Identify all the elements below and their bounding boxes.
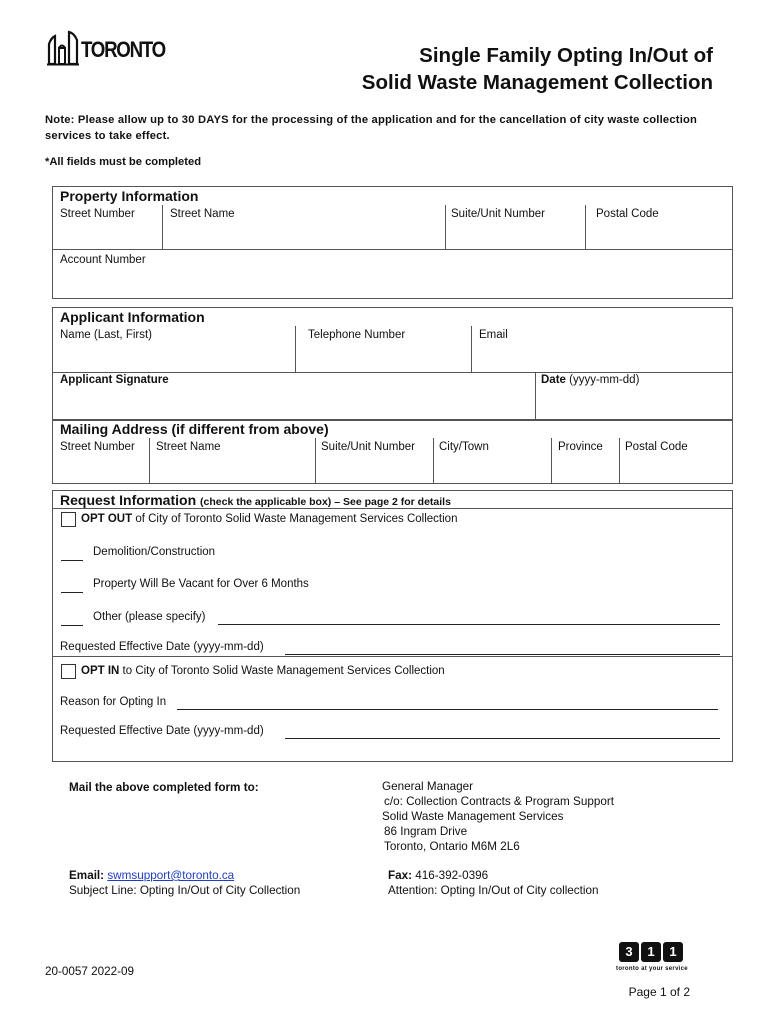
- city-hall-icon: [47, 30, 79, 66]
- opt-in-effective-date-label: Requested Effective Date (yyyy-mm-dd): [60, 725, 264, 737]
- toronto-logo: [47, 30, 165, 68]
- other-specify-line[interactable]: [218, 624, 720, 625]
- badge-digit: 3: [619, 942, 639, 962]
- other-blank[interactable]: [61, 625, 83, 626]
- mail-to-label: Mail the above completed form to:: [69, 781, 259, 794]
- attention-line: Attention: Opting In/Out of City collection: [388, 884, 599, 897]
- account-number-field[interactable]: Account Number: [60, 254, 146, 266]
- mailing-street-name-field[interactable]: Street Name: [156, 441, 221, 453]
- property-information-section: [52, 186, 733, 299]
- subject-line: Subject Line: Opting In/Out of City Collection: [69, 884, 301, 897]
- fax-contact: Fax: 416-392-0396 Attention: Opting In/Out of City collection: [388, 869, 599, 897]
- email-contact: Email: swmsupport@toronto.ca Subject Line: Opting In/Out of City Collection: [69, 869, 301, 897]
- telephone-field[interactable]: Telephone Number: [308, 329, 406, 341]
- demolition-blank[interactable]: [61, 560, 83, 561]
- reason-label: Reason for Opting In: [60, 696, 167, 708]
- demolition-label: Demolition/Construction: [93, 546, 216, 558]
- logo-wordmark: TORONTO: [81, 37, 165, 62]
- vacant-blank[interactable]: [61, 592, 83, 593]
- vacant-label: Property Will Be Vacant for Over 6 Months: [93, 578, 309, 590]
- service-311-logo: [614, 942, 690, 976]
- mailing-province-field[interactable]: Province: [558, 441, 603, 453]
- email-field[interactable]: Email: [479, 329, 508, 341]
- mailing-city-field[interactable]: City/Town: [439, 441, 489, 453]
- other-label: Other (please specify): [93, 611, 206, 623]
- street-name-field[interactable]: Street Name: [170, 208, 235, 220]
- opt-in-checkbox[interactable]: [61, 664, 76, 679]
- page-title: Single Family Opting In/Out of Solid Waste Management Collection: [361, 44, 713, 94]
- opt-in-label: OPT IN to City of Toronto Solid Waste Management Services Collection: [81, 665, 445, 677]
- suite-unit-field[interactable]: Suite/Unit Number: [451, 208, 545, 220]
- badge-digit: 1: [641, 942, 661, 962]
- date-field[interactable]: Date (yyyy-mm-dd): [541, 374, 640, 386]
- section-title: Mailing Address (if different from above): [60, 421, 329, 437]
- mailing-address-section: [52, 420, 733, 484]
- applicant-information-section: [52, 307, 733, 420]
- name-field[interactable]: Name (Last, First): [60, 329, 153, 341]
- mail-address: General Manager c/o: Collection Contracts & Program Support Solid Waste Management Services 86 Ingram Drive Toronto, Ontario M6M 2L6: [382, 780, 614, 853]
- section-title: Property Information: [60, 188, 199, 204]
- form-code: 20-0057 2022-09: [45, 965, 135, 978]
- mailing-street-number-field[interactable]: Street Number: [60, 441, 135, 453]
- section-title: Applicant Information: [60, 309, 205, 325]
- section-title: Request Information (check the applicable box) – See page 2 for details: [60, 492, 451, 508]
- reason-line[interactable]: [177, 709, 718, 710]
- street-number-field[interactable]: Street Number: [60, 208, 135, 220]
- opt-out-effective-date-label: Requested Effective Date (yyyy-mm-dd): [60, 641, 264, 653]
- opt-out-checkbox[interactable]: [61, 512, 76, 527]
- all-fields-note: *All fields must be completed: [45, 156, 202, 168]
- page-number: Page 1 of 2: [628, 985, 690, 999]
- opt-in-effective-date-line[interactable]: [285, 738, 720, 739]
- postal-code-field[interactable]: Postal Code: [596, 208, 659, 220]
- request-information-section: [52, 490, 733, 762]
- badge-tagline: toronto at your service: [616, 966, 688, 972]
- opt-out-label: OPT OUT of City of Toronto Solid Waste Management Services Collection: [81, 513, 458, 525]
- processing-note: Note: Please allow up to 30 DAYS for the processing of the application and for the cancellation of city waste collection services to take effect.: [45, 114, 698, 142]
- badge-digit: 1: [663, 942, 683, 962]
- mailing-suite-unit-field[interactable]: Suite/Unit Number: [321, 441, 415, 453]
- mailing-postal-code-field[interactable]: Postal Code: [625, 441, 688, 453]
- opt-out-effective-date-line[interactable]: [285, 654, 720, 655]
- email-link[interactable]: swmsupport@toronto.ca: [107, 869, 235, 882]
- signature-field[interactable]: Applicant Signature: [60, 374, 169, 386]
